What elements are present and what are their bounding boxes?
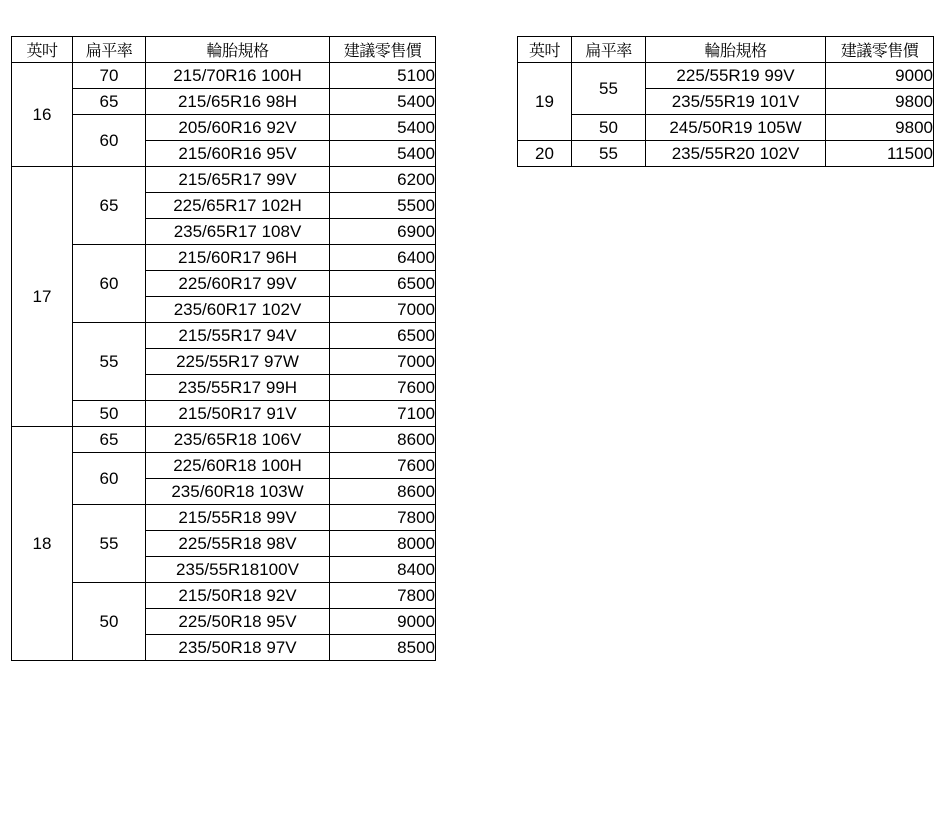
table-row xyxy=(12,401,436,427)
price-cell: 5100 xyxy=(330,63,436,89)
price-cell: 5400 xyxy=(330,89,436,115)
tire-spec-cell: 205/60R16 92V xyxy=(146,115,330,141)
table-row xyxy=(12,323,436,349)
tire-spec-cell: 215/65R17 99V xyxy=(146,167,330,193)
tire-spec-cell: 245/50R19 105W xyxy=(646,115,826,141)
tire-spec-cell: 215/55R17 94V xyxy=(146,323,330,349)
tire-spec-cell: 215/60R16 95V xyxy=(146,141,330,167)
tire-spec-cell: 235/60R17 102V xyxy=(146,297,330,323)
table-row xyxy=(12,453,436,479)
header-inch: 英吋 xyxy=(12,37,73,63)
aspect-ratio-cell: 70 xyxy=(73,63,146,89)
table-row xyxy=(518,63,934,89)
aspect-ratio-cell: 65 xyxy=(73,167,146,245)
aspect-ratio-cell: 60 xyxy=(73,245,146,323)
tire-spec-cell: 225/60R17 99V xyxy=(146,271,330,297)
price-cell: 8600 xyxy=(330,479,436,505)
tire-spec-cell: 235/55R19 101V xyxy=(646,89,826,115)
price-cell: 7600 xyxy=(330,375,436,401)
header-inch: 英吋 xyxy=(518,37,572,63)
table-row xyxy=(12,505,436,531)
tire-spec-cell: 235/65R18 106V xyxy=(146,427,330,453)
tire-spec-cell: 215/65R16 98H xyxy=(146,89,330,115)
tire-spec-cell: 215/50R17 91V xyxy=(146,401,330,427)
header-aspect-ratio: 扁平率 xyxy=(572,37,646,63)
header-retail-price: 建議零售價 xyxy=(826,37,934,63)
price-cell: 7100 xyxy=(330,401,436,427)
tire-price-table-left xyxy=(11,36,436,661)
price-cell: 9000 xyxy=(826,63,934,89)
aspect-ratio-cell: 55 xyxy=(73,505,146,583)
price-cell: 9000 xyxy=(330,609,436,635)
price-cell: 7000 xyxy=(330,349,436,375)
price-cell: 9800 xyxy=(826,115,934,141)
table-header-row xyxy=(518,37,934,63)
tire-spec-cell: 225/65R17 102H xyxy=(146,193,330,219)
price-cell: 5400 xyxy=(330,115,436,141)
price-cell: 7000 xyxy=(330,297,436,323)
tire-price-table-right xyxy=(517,36,934,167)
price-cell: 6500 xyxy=(330,323,436,349)
aspect-ratio-cell: 50 xyxy=(73,401,146,427)
tire-spec-cell: 225/55R19 99V xyxy=(646,63,826,89)
aspect-ratio-cell: 65 xyxy=(73,89,146,115)
inch-cell: 17 xyxy=(12,167,73,427)
price-cell: 6900 xyxy=(330,219,436,245)
price-cell: 9800 xyxy=(826,89,934,115)
table-row xyxy=(12,63,436,89)
price-cell: 7800 xyxy=(330,505,436,531)
aspect-ratio-cell: 55 xyxy=(572,63,646,115)
tire-spec-cell: 235/60R18 103W xyxy=(146,479,330,505)
aspect-ratio-cell: 60 xyxy=(73,115,146,167)
tire-spec-cell: 215/55R18 99V xyxy=(146,505,330,531)
price-cell: 8400 xyxy=(330,557,436,583)
price-cell: 11500 xyxy=(826,141,934,167)
header-tire-spec: 輪胎規格 xyxy=(646,37,826,63)
price-cell: 6400 xyxy=(330,245,436,271)
aspect-ratio-cell: 60 xyxy=(73,453,146,505)
price-cell: 7800 xyxy=(330,583,436,609)
price-cell: 8500 xyxy=(330,635,436,661)
tire-spec-cell: 225/50R18 95V xyxy=(146,609,330,635)
tire-spec-cell: 235/50R18 97V xyxy=(146,635,330,661)
aspect-ratio-cell: 50 xyxy=(73,583,146,661)
table-row xyxy=(12,167,436,193)
header-retail-price: 建議零售價 xyxy=(330,37,436,63)
table-row xyxy=(518,115,934,141)
inch-cell: 20 xyxy=(518,141,572,167)
header-aspect-ratio: 扁平率 xyxy=(73,37,146,63)
table-row xyxy=(12,89,436,115)
aspect-ratio-cell: 65 xyxy=(73,427,146,453)
tire-spec-cell: 235/55R20 102V xyxy=(646,141,826,167)
tire-spec-cell: 225/55R18 98V xyxy=(146,531,330,557)
aspect-ratio-cell: 55 xyxy=(572,141,646,167)
aspect-ratio-cell: 55 xyxy=(73,323,146,401)
table-row xyxy=(12,583,436,609)
tire-spec-cell: 215/60R17 96H xyxy=(146,245,330,271)
inch-cell: 19 xyxy=(518,63,572,141)
tire-spec-cell: 215/70R16 100H xyxy=(146,63,330,89)
table-row xyxy=(12,245,436,271)
table-row xyxy=(12,115,436,141)
price-cell: 5400 xyxy=(330,141,436,167)
price-cell: 8000 xyxy=(330,531,436,557)
table-row xyxy=(518,141,934,167)
price-cell: 6200 xyxy=(330,167,436,193)
aspect-ratio-cell: 50 xyxy=(572,115,646,141)
table-header-row xyxy=(12,37,436,63)
table-row xyxy=(12,427,436,453)
tire-spec-cell: 225/55R17 97W xyxy=(146,349,330,375)
price-cell: 7600 xyxy=(330,453,436,479)
tire-spec-cell: 215/50R18 92V xyxy=(146,583,330,609)
inch-cell: 16 xyxy=(12,63,73,167)
inch-cell: 18 xyxy=(12,427,73,661)
tire-spec-cell: 225/60R18 100H xyxy=(146,453,330,479)
price-cell: 8600 xyxy=(330,427,436,453)
tire-spec-cell: 235/65R17 108V xyxy=(146,219,330,245)
price-cell: 6500 xyxy=(330,271,436,297)
tire-spec-cell: 235/55R18100V xyxy=(146,557,330,583)
tire-spec-cell: 235/55R17 99H xyxy=(146,375,330,401)
price-cell: 5500 xyxy=(330,193,436,219)
header-tire-spec: 輪胎規格 xyxy=(146,37,330,63)
